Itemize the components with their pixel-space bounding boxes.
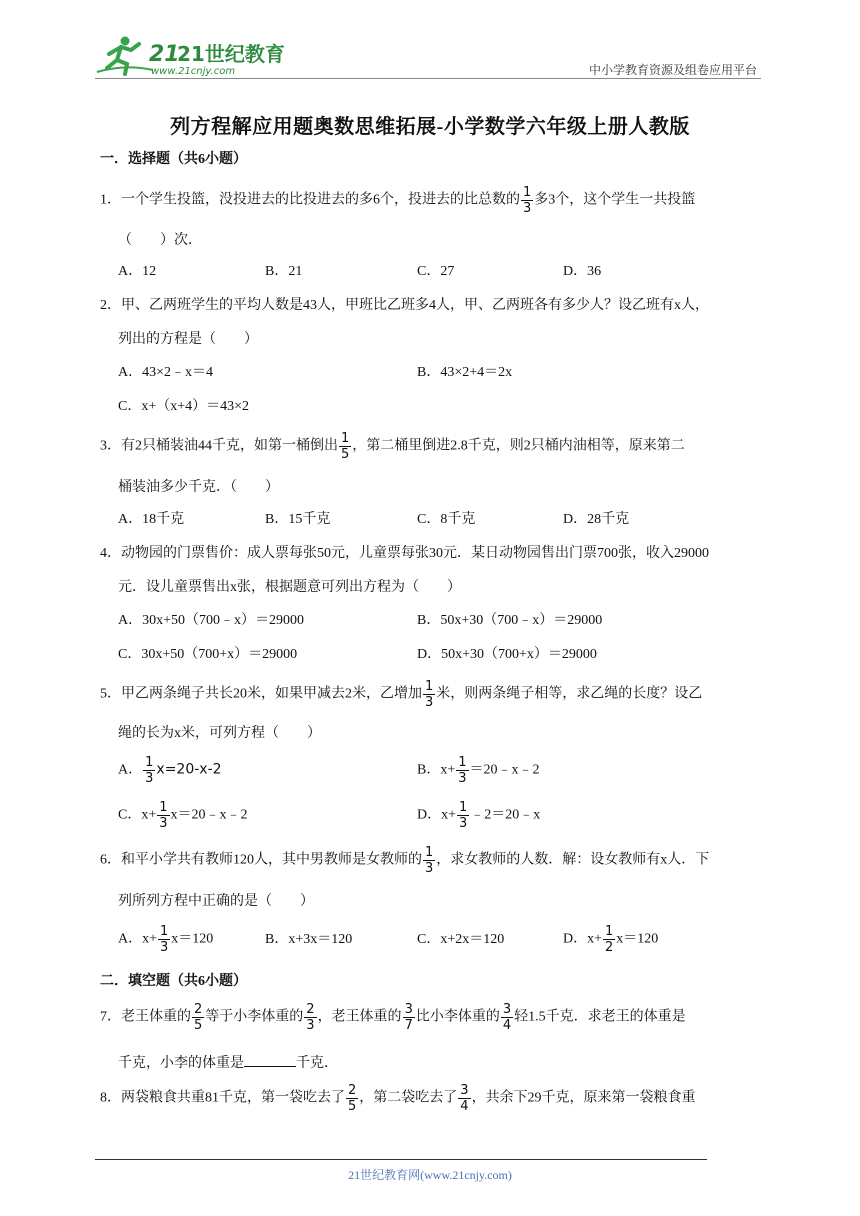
question-7-line2: 千克，小李的体重是 千克． bbox=[118, 1056, 338, 1071]
q2-option-a: A．43×2﹣x＝4 bbox=[118, 365, 214, 380]
q3-option-d: D．28千克 bbox=[563, 512, 630, 527]
footer-divider bbox=[95, 1159, 707, 1160]
question-5: 5．甲乙两条绳子共长20米，如果甲减去2米，乙增加 $\frac{1}{3}$ 米，则两条绳子相等，求乙绳的长度？设乙 bbox=[100, 679, 703, 710]
logo-21cnjy bbox=[95, 34, 325, 78]
question-1: 1．一个学生投篮，没投进去的比投进去的多6个，投进去的比总数的 $\frac{1}{3}$ 多3个，这个学生一共投篮 bbox=[100, 185, 696, 216]
q4-option-c: C．30x+50（700+x）＝29000 bbox=[118, 647, 298, 662]
fraction: $\frac{1}{3}$ bbox=[425, 679, 434, 710]
q4-option-d: D．50x+30（700+x）＝29000 bbox=[417, 647, 597, 662]
question-6: 6．和平小学共有教师120人，其中男教师是女教师的 $\frac{1}{3}$ ，求女教师的人数．解：设女教师有x人．下 bbox=[100, 845, 710, 876]
question-1-line2: （ ）次． bbox=[118, 233, 202, 248]
question-8: 8．两袋粮食共重81千克，第一袋吃去了 $\frac{2}{5}$ ，第二袋吃去了 $\frac{3}{4}$ ，共余下29千克，原来第一袋粮食重 bbox=[100, 1083, 696, 1114]
q1-option-c: C．27 bbox=[417, 264, 455, 279]
q5-option-b: B．x+ $\frac{1}{3}$ ＝20﹣x﹣2 bbox=[417, 755, 540, 786]
fraction: $\frac{1}{3}$ bbox=[425, 845, 434, 876]
section-heading-fill: 二．填空题（共6小题） bbox=[100, 974, 247, 989]
q3-option-b: B．15千克 bbox=[265, 512, 331, 527]
q3-option-a: A．18千克 bbox=[118, 512, 185, 527]
q6-option-d: D．x+ $\frac{1}{2}$ x＝120 bbox=[563, 924, 659, 955]
question-2-line2: 列出的方程是（ ） bbox=[118, 332, 258, 347]
svg-text:21: 21 bbox=[149, 42, 180, 67]
section-heading-choice: 一．选择题（共6小题） bbox=[100, 152, 247, 167]
q1-option-b: B．21 bbox=[265, 264, 303, 279]
q5-option-c: C．x+ $\frac{1}{3}$ x＝20﹣x﹣2 bbox=[118, 800, 248, 831]
question-2: 2．甲、乙两班学生的平均人数是43人，甲班比乙班多4人，甲、乙两班各有多少人？设乙班有x人， bbox=[100, 298, 709, 313]
q2-option-b: B．43×2+4＝2x bbox=[417, 365, 513, 380]
question-5-line2: 绳的长为x米，可列方程（ ） bbox=[118, 726, 321, 741]
header-divider bbox=[95, 78, 761, 79]
page-header bbox=[95, 34, 761, 78]
question-4-line2: 元．设儿童票售出x张，根据题意可列出方程为（ ） bbox=[118, 580, 461, 595]
question-3-line2: 桶装油多少千克．（ ） bbox=[118, 480, 279, 495]
svg-text:www.21cnjy.com: www.21cnjy.com bbox=[151, 66, 236, 77]
q4-option-a: A．30x+50（700﹣x）＝29000 bbox=[118, 613, 305, 628]
fraction: $\frac{1}{5}$ bbox=[341, 431, 350, 462]
q5-option-d: D．x+ $\frac{1}{3}$ ﹣2＝20﹣x bbox=[417, 800, 541, 831]
q4-option-b: B．50x+30（700﹣x）＝29000 bbox=[417, 613, 603, 628]
q5-option-a: A． $\frac{1}{3}$ x=20-x-2 bbox=[118, 755, 222, 786]
q6-option-a: A．x+ $\frac{1}{3}$ x＝120 bbox=[118, 924, 214, 955]
q6-option-c: C．x+2x＝120 bbox=[417, 932, 505, 947]
svg-text:21世纪教育: 21世纪教育 bbox=[177, 42, 285, 66]
q1-option-a: A．12 bbox=[118, 264, 157, 279]
q6-option-b: B．x+3x＝120 bbox=[265, 932, 353, 947]
q3-option-c: C．8千克 bbox=[417, 512, 476, 527]
header-platform-text: 中小学教育资源及组卷应用平台 bbox=[588, 63, 757, 77]
page-title: 列方程解应用题奥数思维拓展-小学数学六年级上册人教版 bbox=[170, 116, 690, 138]
page-footer[interactable]: 21世纪教育网(www.21cnjy.com) bbox=[348, 1168, 512, 1182]
question-6-line2: 列所列方程中正确的是（ ） bbox=[118, 894, 314, 909]
question-7: 7．老王体重的 $\frac{2}{5}$ 等于小李体重的 $\frac{2}{3}$ ，老王体重的 $\frac{3}{7}$ 比小李体重的 $\frac{3}{4}$ 轻1.5千克．求老王的体重是 bbox=[100, 1002, 686, 1033]
question-3: 3．有2只桶装油44千克，如第一桶倒出 $\frac{1}{5}$ ，第二桶里倒进2.8千克，则2只桶内油相等，原来第二 bbox=[100, 431, 685, 462]
question-4: 4．动物园的门票售价：成人票每张50元，儿童票每张30元．某日动物园售出门票700张，收入29000 bbox=[100, 546, 709, 561]
answer-blank[interactable] bbox=[244, 1054, 296, 1067]
q2-option-c: C．x+（x+4）＝43×2 bbox=[118, 399, 250, 414]
fraction: $\frac{1}{3}$ bbox=[523, 185, 532, 216]
q1-option-d: D．36 bbox=[563, 264, 602, 279]
